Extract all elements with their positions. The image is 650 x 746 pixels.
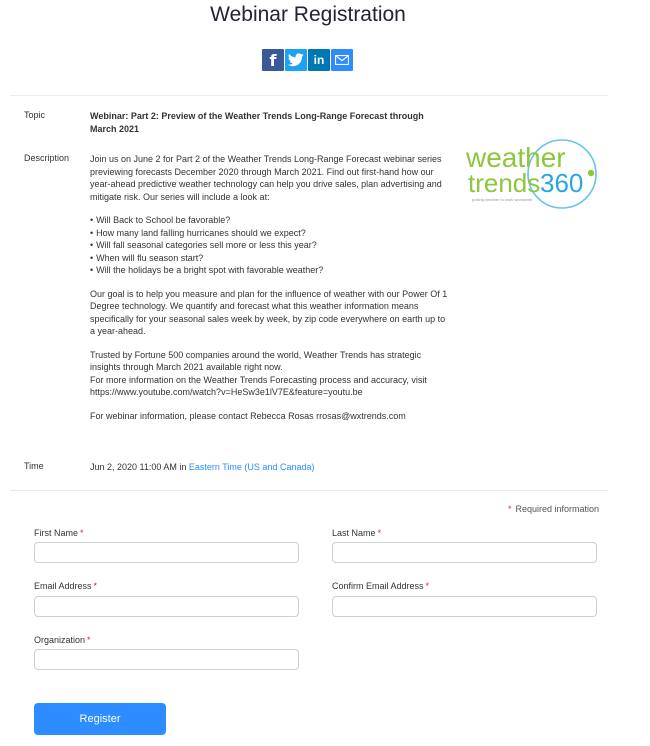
required-star: * xyxy=(507,504,512,514)
description-trusted: Trusted by Fortune 500 companies around the world, Weather Trends has strategic insights through March 2021 available right now. xyxy=(90,349,422,372)
time-value-row xyxy=(90,461,314,474)
logo-tagline: putting weather to work worldwide xyxy=(472,197,533,202)
required-info-text: Required information xyxy=(515,504,599,514)
list-item: • Will fall seasonal categories sell more or less this year? xyxy=(90,239,452,252)
organization-label: Organization * xyxy=(34,635,91,645)
time-value: Jun 2, 2020 11:00 AM in xyxy=(90,462,189,472)
twitter-icon xyxy=(288,53,304,67)
last-name-label: Last Name * xyxy=(332,528,382,538)
facebook-share-button[interactable] xyxy=(262,49,284,71)
time-label: Time xyxy=(24,461,44,471)
last-name-field[interactable] xyxy=(332,542,597,563)
page-title: Webinar Registration xyxy=(210,3,406,26)
first-name-field[interactable] xyxy=(34,542,299,563)
logo-weather: weather xyxy=(466,142,566,173)
email-label: Email Address * xyxy=(34,581,98,591)
description-body xyxy=(90,153,452,433)
organization-field[interactable] xyxy=(34,649,299,670)
share-buttons xyxy=(262,49,353,71)
description-label: Description xyxy=(24,153,70,163)
confirm-email-field[interactable] xyxy=(332,596,597,617)
logo-trends: trends xyxy=(468,168,541,198)
email-share-button[interactable] xyxy=(331,49,353,71)
list-item: • When will flu season start? xyxy=(90,252,452,265)
list-item: • Will Back to School be favorable? xyxy=(90,214,452,227)
logo-360: 360 xyxy=(540,168,584,198)
envelope-icon xyxy=(335,55,349,65)
required-info-note xyxy=(508,504,599,514)
list-item: • Will the holidays be a bright spot with favorable weather? xyxy=(90,264,452,277)
email-field[interactable] xyxy=(34,596,299,617)
form-divider xyxy=(10,490,608,491)
weather-trends-logo xyxy=(464,137,604,212)
topic-label: Topic xyxy=(24,110,46,120)
description-contact: For webinar information, please contact Rebecca Rosas rrosas@wxtrends.com xyxy=(90,410,406,421)
description-intro: Join us on June 2 for Part 2 of the Weather Trends Long-Range Forecast webinar series previewing forecasts December 2020 through March 2021. Find out first-hand how our year-ahead predictive weather technology can help you drive sales, plan advertising and mitigate risk. Our series will include a look at: xyxy=(90,154,442,202)
timezone-link[interactable]: Eastern Time (US and Canada) xyxy=(188,462,315,472)
description-goal: Our goal is to help you measure and plan for the influence of weather with our Power Of 1 Degree technology. We quantify and forecast what this weather information means specifically for your seasonal sales week by week, by zip code everywhere on earth up to a year-ahead. xyxy=(90,288,448,336)
register-button[interactable]: Register xyxy=(34,703,166,735)
header-divider xyxy=(10,95,608,96)
linkedin-share-button[interactable] xyxy=(308,49,330,71)
topic-value: Webinar: Part 2: Preview of the Weather Trends Long-Range Forecast through March 2021 xyxy=(90,111,424,134)
linkedin-icon: in xyxy=(313,53,325,67)
first-name-label: First Name * xyxy=(34,528,84,538)
twitter-share-button[interactable] xyxy=(285,49,307,71)
description-more-info: For more information on the Weather Trends Forecasting process and accuracy, visit https://www.youtube.com/watch?v=HeSw3e1lV7E&feature=youtu.be xyxy=(90,374,427,397)
confirm-email-label: Confirm Email Address * xyxy=(332,581,430,591)
description-bullets xyxy=(90,214,452,277)
list-item: • How many land falling hurricanes should we expect? xyxy=(90,227,452,240)
facebook-icon: f xyxy=(269,50,277,70)
